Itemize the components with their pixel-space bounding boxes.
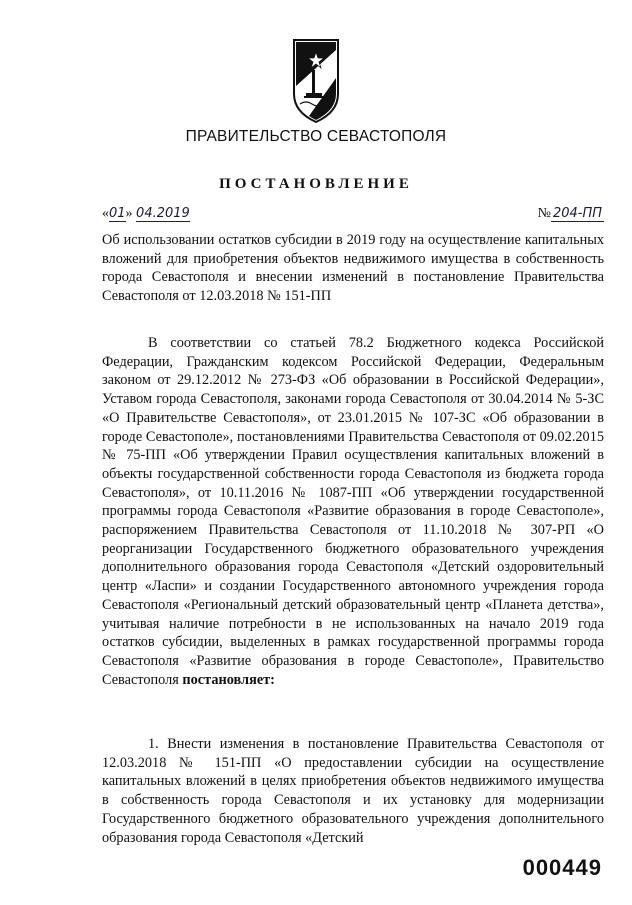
document-number: [538, 206, 604, 222]
document-type-heading: ПОСТАНОВЛЕНИЕ: [219, 176, 413, 192]
number-prefix: №: [537, 206, 551, 221]
date-quote-open: «: [102, 206, 109, 221]
date-month-year-handwritten: 04.2019: [136, 206, 190, 221]
body-paragraph-item-1: 1. Внести изменения в постановление Правительства Севастополя от 12.03.2018 № 151-ПП «О предоставлении субсидии на осуществление капитальных вложений в целях приобретения объектов недвижимого имущества в собственность города Севастополя и их установку для модернизации Государственного бюджетного образовательного учреждения дополнительного образования города Севастополя «Детский: [102, 736, 604, 846]
serial-number: 000449: [522, 855, 602, 880]
document-subject: Об использовании остатков субсидии в 2019 году на осуществление капитальных вложений для приобретения объектов недвижимого имущества в собственность города Севастополя и внесении изменений в постановление Правительства Севастополя от 12.03.2018 № 151-ПП: [102, 232, 604, 304]
preamble-text: В соответствии со статьей 78.2 Бюджетного кодекса Российской Федерации, Гражданским кодексом Российской Федерации, Федеральным законом от 29.12.2012 № 273-ФЗ «Об образовании в Российской Федерации», Уставом города Севастополя, законами города Севастополя от 30.04.2014 № 5-ЗС «О Правительстве Севастополя», от 23.01.2015 № 107-ЗС «Об образовании в городе Севастополе», постановлениями Правительства Севастополя от 09.02.2015 № 75-ПП «Об утверждении Правил осуществления капитальных вложений в объекты государственной собственности города Севастополя из бюджета города Севастополя», от 10.11.2016 № 1087-ПП «Об утверждении государственной программы города Севастополя «Развитие образования в городе Севастополе», распоряжением Правительства Севастополя от 11.10.2018 № 307-РП «О реорганизации Государственного бюджетного образовательного учреждения дополнительного образования города Севастополя «Детский оздоровительный центр «Ласпи» и создании Государственного автономного учреждения города Севастополя «Региональный детский образовательный центр «Планета детства», учитывая наличие потребности в не использованных на начало 2019 года остатков субсидии, выделенных в рамках государственной программы города Севастополя «Развитие образования в городе Севастополе», Правительство Севастополя: [102, 335, 604, 688]
date-day-handwritten: 01: [109, 206, 126, 221]
preamble-decree-word: постановляет:: [182, 671, 275, 688]
date-quote-close: »: [125, 206, 133, 221]
document-date: [102, 206, 190, 222]
sevastopol-coat-of-arms-icon: [292, 38, 340, 124]
government-title: ПРАВИТЕЛЬСТВО СЕВАСТОПОЛЯ: [185, 128, 447, 145]
body-paragraph-preamble: [102, 334, 604, 689]
number-handwritten: 204-ПП: [552, 206, 602, 221]
